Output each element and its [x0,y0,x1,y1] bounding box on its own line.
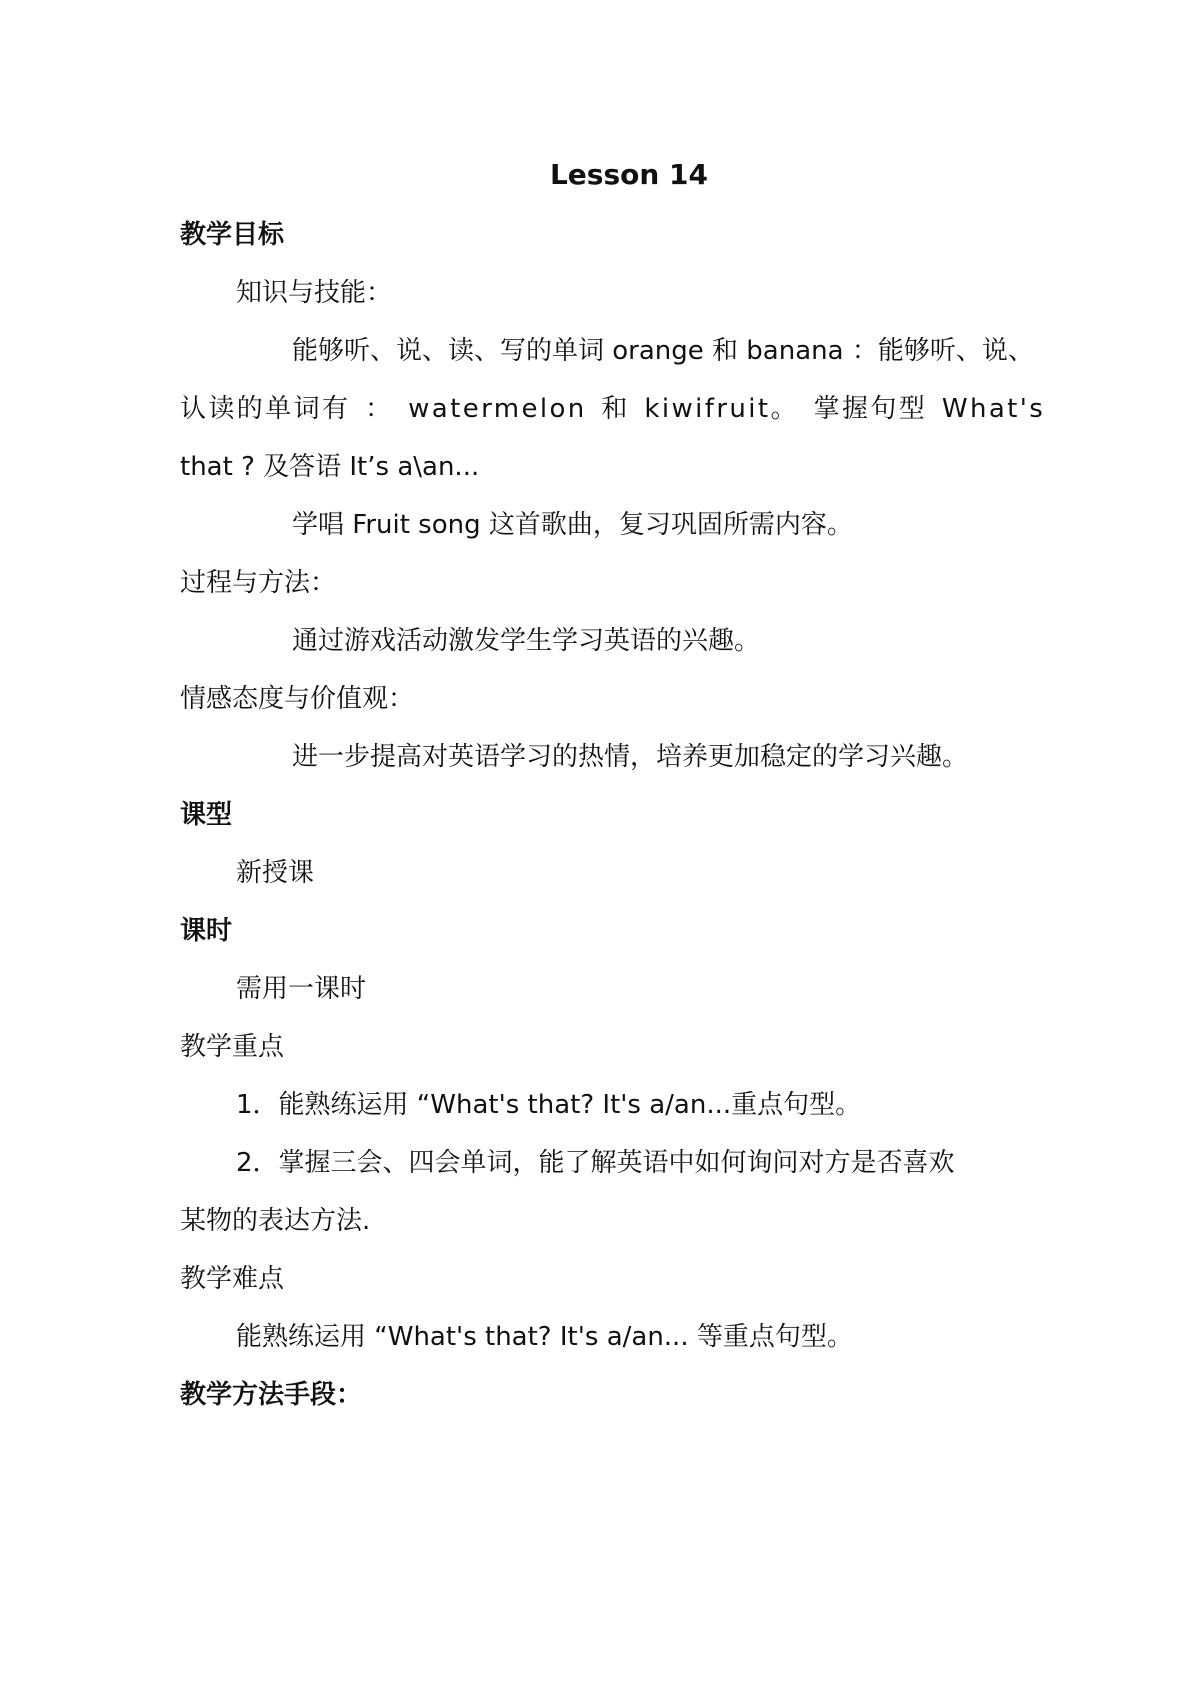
key-point-item-2-continued: 某物的表达方法. [180,1206,371,1236]
knowledge-skills-label: 知识与技能： [236,278,393,308]
key-points-heading: 教学重点 [180,1032,285,1062]
difficulties-heading: 教学难点 [180,1264,285,1294]
key-point-item-1: 1．能熟练运用 “What's that? It's a/an...重点句型。 [236,1090,862,1120]
objectives-heading: 教学目标 [180,220,285,250]
lesson-type-heading: 课型 [180,800,233,830]
knowledge-line-2: 认读的单词有 ： watermelon 和 kiwifruit。 掌握句型 What's [180,394,1046,424]
lesson-title: Lesson 14 [549,158,709,191]
difficulties-text: 能熟练运用 “What's that? It's a/an... 等重点句型。 [236,1322,853,1352]
lesson-type-value: 新授课 [236,858,315,888]
emotion-attitude-text: 进一步提高对英语学习的热情，培养更加稳定的学习兴趣。 [292,742,969,772]
emotion-attitude-label: 情感态度与价值观： [180,684,415,714]
class-hours-heading: 课时 [180,916,233,946]
methods-heading: 教学方法手段： [180,1380,363,1410]
knowledge-line-3: that ? 及答语 It’s a\an... [180,452,480,482]
key-point-item-2: 2．掌握三会、四会单词，能了解英语中如何询问对方是否喜欢 [236,1148,955,1178]
process-method-label: 过程与方法： [180,568,337,598]
knowledge-line-1: 能够听、说、读、写的单词 orange 和 banana ：能够听、说、 [292,336,1034,366]
song-line: 学唱 Fruit song 这首歌曲，复习巩固所需内容。 [292,510,853,540]
class-hours-value: 需用一课时 [236,974,367,1004]
process-method-text: 通过游戏活动激发学生学习英语的兴趣。 [292,626,761,656]
